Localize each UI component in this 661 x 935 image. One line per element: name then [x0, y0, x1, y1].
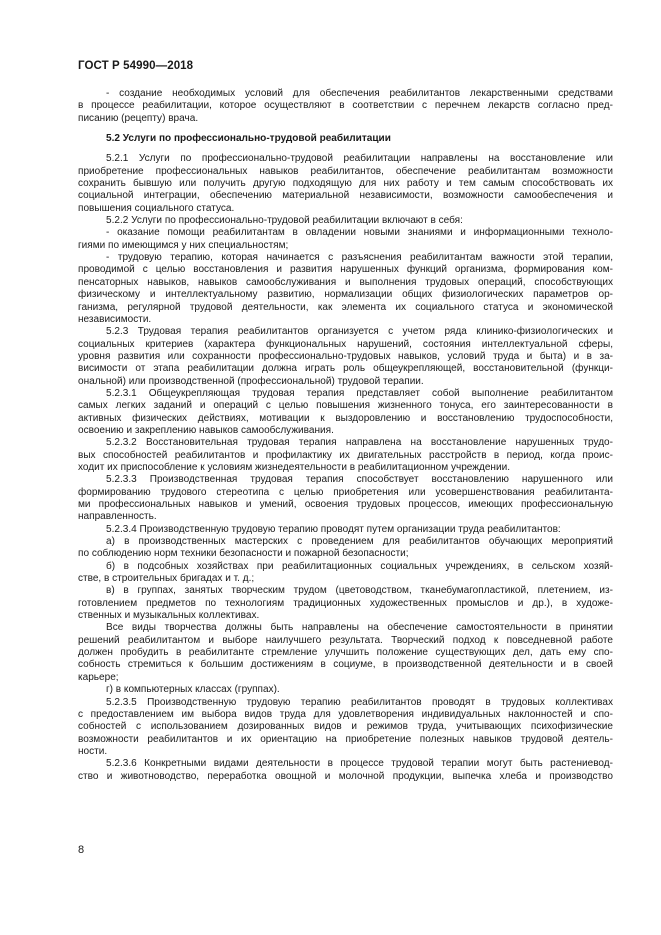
- text-line: вых способностей реабилитантов и профилактику их двигательных расстройств в период, когда проис-: [78, 449, 613, 461]
- text-line: физическому и интеллектуальному развитию, нормализации общих физиологических параметров ор-: [78, 289, 613, 301]
- text-line: 5.2.3.2 Восстановительная трудовая терапия направлена на восстановление нарушенных трудо-: [106, 437, 613, 449]
- text-line: независимости.: [78, 313, 152, 325]
- text-line: проводимой с целью восстановления и развития нарушенных функций организма, формирования ком-: [78, 264, 613, 276]
- text-line: в процессе реабилитации, которое осуществляют в соответствии с перечнем лекарств согласно пред-: [78, 100, 613, 112]
- text-line: направленность.: [78, 511, 157, 523]
- text-line: ходит их приспособление к условиям жизнедеятельности в реабилитационном учреждении.: [78, 461, 511, 473]
- text-line: 5.2.3.1 Общеукрепляющая трудовая терапия представляет собой выполнение реабилитантом: [106, 387, 613, 399]
- text-line: ганизма, регулярной трудовой деятельности, как элемента их социального статуса и экономической: [78, 301, 613, 313]
- text-line: - трудовую терапию, которая начинается с разъяснения реабилитантам важности этой терапии,: [106, 252, 613, 264]
- text-line: активных физических действиях, мотивации к выздоровлению и восстановлению трудоспособности,: [78, 412, 613, 424]
- text-line: - создание необходимых условий для обеспечения реабилитантов лекарственными средствами: [106, 88, 613, 99]
- text-line: приобретение профессиональных навыков реабилитантов, обеспечение реабилитантам возможности: [78, 165, 613, 177]
- text-line: ственных и музыкальных коллективах.: [78, 610, 260, 622]
- text-line: с предоставлением им выбора видов труда для удовлетворения индивидуальных наклонностей и спо-: [78, 708, 613, 720]
- text-line: стве, в строительных бригадах и т. д.;: [78, 573, 255, 585]
- text-line: сохранить бывшую или получить другую подходящую для них работу и тем самым способствовать их: [78, 178, 613, 190]
- section-title: 5.2 Услуги по профессионально-трудовой реабилитации: [106, 133, 391, 145]
- text-line: социальных критериев (характера функциональных нарушений, состояния интеллектуальной сферы,: [78, 338, 613, 350]
- text-line: г) в компьютерных классах (группах).: [106, 684, 280, 696]
- text-line: ми профессиональных навыков и умений, освоения трудовых процессов, имеющих профессиональную: [78, 499, 613, 510]
- text-line: 5.2.3.4 Производственную трудовую терапию проводят путем организации труда реабилитантов:: [106, 523, 561, 535]
- document-header: ГОСТ Р 54990—2018: [78, 60, 194, 72]
- text-line: ности.: [78, 745, 108, 757]
- text-line: 5.2.1 Услуги по профессионально-трудовой реабилитации направлены на восстановление или: [106, 153, 613, 165]
- text-line: 5.2.3.5 Производственную трудовую терапию реабилитантов проводят в трудовых коллективах: [106, 696, 613, 708]
- text-line: решений реабилитантом и выборе наилучшего результата. Творческий подход к повседневной работе: [78, 634, 613, 646]
- text-line: повышения социального статуса.: [78, 202, 235, 214]
- text-line: гиями по имеющимся у них специальностям;: [78, 239, 289, 251]
- text-line: б) в подсобных хозяйствах при реабилитационных социальных учреждениях, в сельском хозяй-: [106, 560, 613, 572]
- text-line: писанию (рецепту) врача.: [78, 112, 199, 124]
- text-line: 5.2.3.6 Конкретными видами деятельности в процессе трудовой терапии могут быть растениевод-: [106, 758, 613, 770]
- text-line: собностей с использованием дозированных видов и режимов труда, учитывающих психофизические: [78, 721, 613, 733]
- document-body: [78, 88, 613, 783]
- text-line: по соблюдению норм техники безопасности и пожарной безопасности;: [78, 548, 409, 560]
- text-line: социальной интеграции, обеспечению материальной независимости, возможности самообеспечения и: [78, 190, 613, 202]
- text-line: возможности реабилитантов и их ориентацию на приобретение полезных навыков трудовой деятель-: [78, 733, 613, 745]
- text-line: - оказание помощи реабилитантам в овладении новыми знаниями и информационными техноло-: [106, 227, 613, 239]
- text-line: 5.2.3 Трудовая терапия реабилитантов организуется с учетом ряда клинико-физиологических и: [106, 326, 613, 338]
- text-line: висимости от этапа реабилитации должна играть роль общеукрепляющей, восстановительной (функци-: [78, 363, 613, 375]
- text-line: пенсаторных навыков, навыков самообслуживания и выполнения трудовых операций, способствующих: [78, 276, 613, 288]
- text-line: ство и животноводство, переработка овощной и молочной продукции, выпечка хлеба и производство: [78, 770, 613, 782]
- text-line: 5.2.2 Услуги по профессионально-трудовой реабилитации включают в себя:: [106, 215, 463, 227]
- text-line: формированию трудового стереотипа с целью приобретения или усовершенствования реабилитанта-: [78, 486, 613, 498]
- text-line: в) в группах, занятых творческим трудом (цветоводством, тканебумагопластикой, плетением, из-: [106, 585, 613, 597]
- text-line: готовлением предметов по технологиям традиционных художественных промыслов и др.), в художе-: [78, 597, 613, 609]
- text-line: собность стремиться к большим достижениям в социуме, в производственной деятельности и в своей: [78, 659, 613, 671]
- text-line: Все виды творчества должны быть направлены на обеспечение самостоятельности в принятии: [106, 622, 613, 634]
- text-line: а) в производственных мастерских с проведением для реабилитантов обучающих мероприятий: [106, 536, 613, 548]
- page-number: 8: [78, 844, 85, 856]
- text-line: освоению и закреплению навыков самообслуживания.: [78, 424, 334, 436]
- paragraph-gap: [78, 125, 613, 133]
- text-line: должен пробудить в реабилитанте стремление улучшить положение существующих дел, дать ему спо-: [78, 647, 613, 659]
- text-line: уровня развития или сохранности профессионально-трудовых навыков, условий труда и быта) и в за-: [78, 350, 613, 362]
- text-line: карьере;: [78, 671, 119, 683]
- text-line: самых легких заданий и операций с целью повышения жизненного тонуса, его заинтересованности в: [78, 400, 613, 412]
- text-line: ональной) или производственной (профессиональной) трудовой терапии.: [78, 375, 424, 387]
- text-line: 5.2.3.3 Производственная трудовая терапия способствует восстановлению нарушенного или: [106, 474, 613, 486]
